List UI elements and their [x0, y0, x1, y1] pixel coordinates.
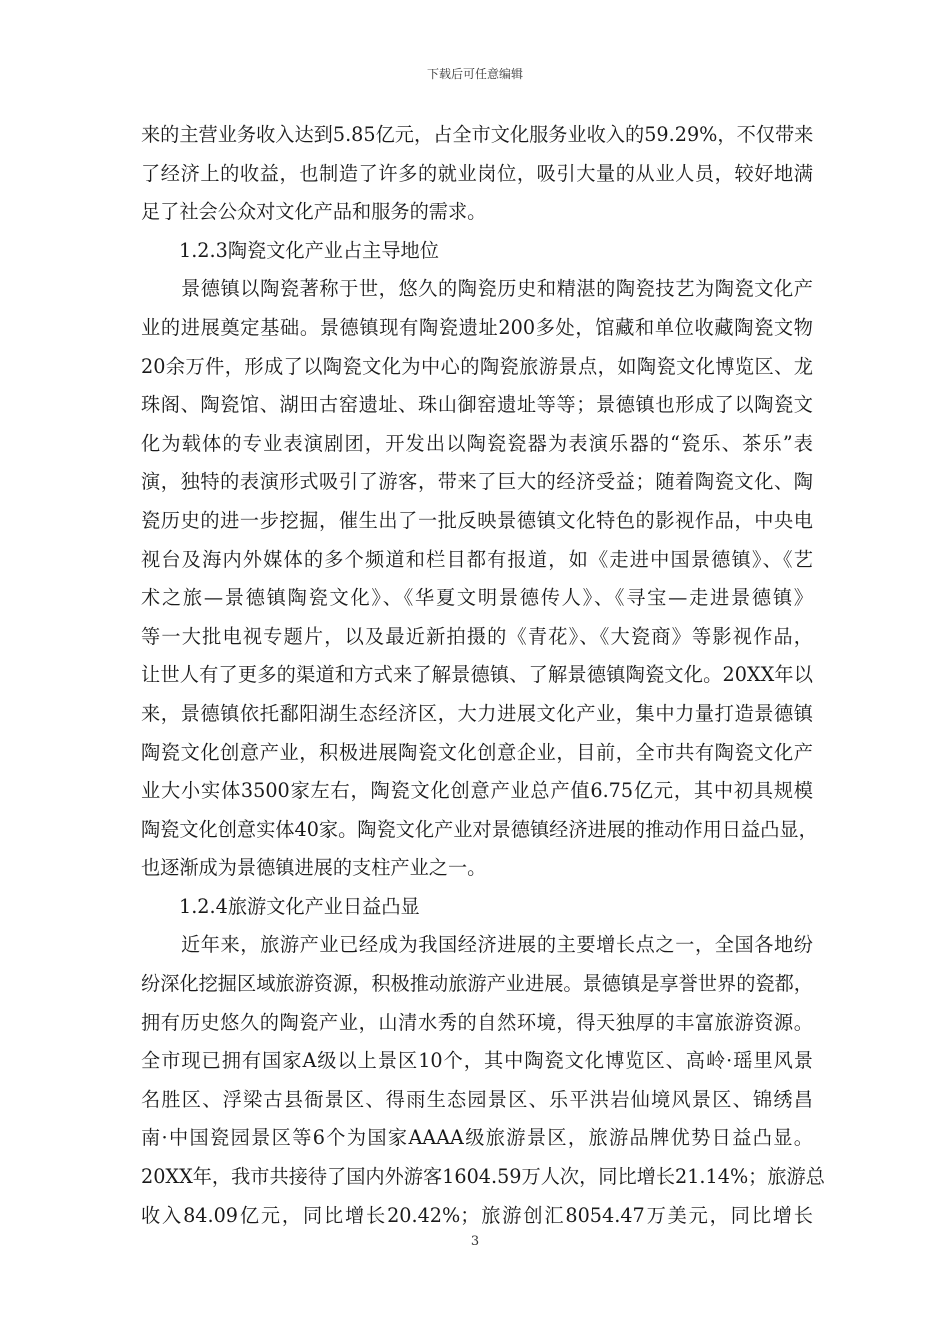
- body-line: 让世人有了更多的渠道和方式来了解景德镇、了解景德镇陶瓷文化。20XX年以: [141, 663, 813, 687]
- document-body: [141, 116, 825, 1235]
- body-line: 了经济上的收益，也制造了许多的就业岗位，吸引大量的从业人员，较好地满: [141, 161, 813, 185]
- body-line: 来，景德镇依托鄱阳湖生态经济区，大力进展文化产业，集中力量打造景德镇: [141, 701, 813, 725]
- page-header: 下载后可任意编辑: [426, 67, 523, 81]
- page-number: 3: [470, 1234, 480, 1249]
- body-line: 术之旅—景德镇陶瓷文化》、《华夏文明景德传人》、《寻宝—走进景德镇》: [141, 586, 813, 610]
- body-line: 珠阁、陶瓷馆、湖田古窑遗址、珠山御窑遗址等等；景德镇也形成了以陶瓷文: [141, 393, 813, 417]
- body-line: 全市现已拥有国家A级以上景区10个，其中陶瓷文化博览区、高岭·瑶里风景: [141, 1049, 813, 1073]
- body-line: 业大小实体3500家左右，陶瓷文化创意产业总产值6.75亿元，其中初具规模: [141, 779, 813, 803]
- body-line: 化为载体的专业表演剧团，开发出以陶瓷瓷器为表演乐器的“瓷乐、茶乐”表: [141, 431, 813, 455]
- body-line: 陶瓷文化创意实体40家。陶瓷文化产业对景德镇经济进展的推动作用日益凸显，: [141, 817, 818, 841]
- body-line: 演，独特的表演形式吸引了游客，带来了巨大的经济受益；随着陶瓷文化、陶: [141, 470, 813, 494]
- body-line: 景德镇以陶瓷著称于世，悠久的陶瓷历史和精湛的陶瓷技艺为陶瓷文化产: [181, 277, 813, 301]
- body-line: 拥有历史悠久的陶瓷产业，山清水秀的自然环境，得天独厚的丰富旅游资源。: [141, 1010, 813, 1034]
- body-line: 名胜区、浮梁古县衙景区、得雨生态园景区、乐平洪岩仙境风景区、锦绣昌: [141, 1087, 813, 1111]
- section-heading-1-2-3: 1.2.3陶瓷文化产业占主导地位: [179, 238, 439, 262]
- body-line: 纷深化挖掘区域旅游资源，积极推动旅游产业进展。景德镇是享誉世界的瓷都，: [141, 972, 813, 996]
- body-line: 陶瓷文化创意产业，积极进展陶瓷文化创意企业，目前，全市共有陶瓷文化产: [141, 740, 813, 764]
- body-line: 等一大批电视专题片，以及最近新拍摄的《青花》、《大瓷商》等影视作品，: [141, 624, 813, 648]
- body-line: 瓷历史的进一步挖掘，催生出了一批反映景德镇文化特色的影视作品，中央电: [141, 508, 813, 532]
- body-line: 南·中国瓷园景区等6个为国家AAAA级旅游景区，旅游品牌优势日益凸显。: [141, 1126, 813, 1150]
- body-line: 足了社会公众对文化产品和服务的需求。: [141, 200, 487, 224]
- section-heading-1-2-4: 1.2.4旅游文化产业日益凸显: [179, 894, 420, 918]
- body-line: 业的进展奠定基础。景德镇现有陶瓷遗址200多处，馆藏和单位收藏陶瓷文物: [141, 315, 813, 339]
- body-line: 20余万件，形成了以陶瓷文化为中心的陶瓷旅游景点，如陶瓷文化博览区、龙: [141, 354, 813, 378]
- body-line: 来的主营业务收入达到5.85亿元，占全市文化服务业收入的59.29%，不仅带来: [141, 123, 814, 146]
- body-line: 近年来，旅游产业已经成为我国经济进展的主要增长点之一，全国各地纷: [181, 933, 813, 957]
- body-line: 视台及海内外媒体的多个频道和栏目都有报道，如《走进中国景德镇》、《艺: [141, 547, 813, 571]
- body-line: 收入84.09亿元，同比增长20.42%；旅游创汇8054.47万美元，同比增长: [141, 1203, 813, 1227]
- body-line: 也逐渐成为景德镇进展的支柱产业之一。: [141, 856, 487, 880]
- body-line: 20XX年，我市共接待了国内外游客1604.59万人次，同比增长21.14%；旅游总: [141, 1165, 825, 1189]
